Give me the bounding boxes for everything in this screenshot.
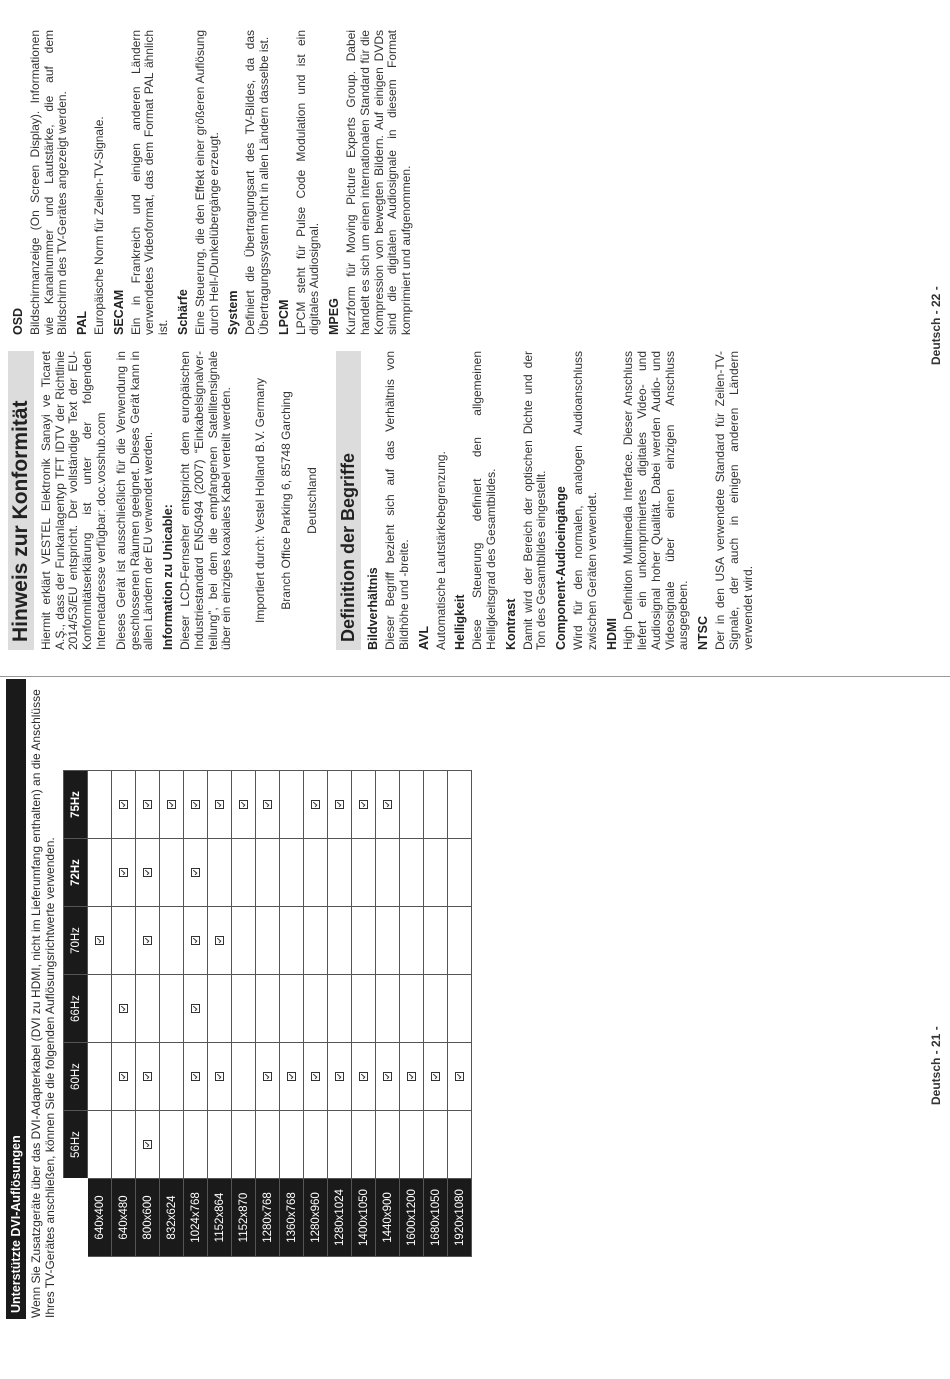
support-cell bbox=[184, 771, 208, 839]
unicable-heading: Information zu Unicable: bbox=[161, 504, 176, 650]
support-cell bbox=[160, 771, 184, 839]
support-cell bbox=[304, 1111, 328, 1179]
support-cell bbox=[280, 975, 304, 1043]
checkbox-checked-icon bbox=[383, 800, 392, 809]
support-cell bbox=[112, 975, 136, 1043]
support-cell bbox=[136, 839, 160, 907]
support-cell bbox=[328, 1111, 352, 1179]
importer-line: Importiert durch: Vestel Holland B.V. Germany bbox=[253, 378, 268, 624]
support-cell bbox=[136, 1043, 160, 1111]
table-row bbox=[352, 771, 376, 1257]
support-cell bbox=[256, 771, 280, 839]
checkbox-checked-icon bbox=[263, 1072, 272, 1081]
conformity-title: Hinweis zur Konformität bbox=[8, 351, 34, 650]
support-cell bbox=[304, 771, 328, 839]
conformity-paragraph: Hiermit erklärt VESTEL Elektronik Sanayi ve Ticaret A.Ş., dass der Funkanlagentyp TFT IDTV der Richtlinie 2014/53/EU entspricht. Der vollständige Text der EU-Konformitätserklärung ist unter der folgenden Internetadresse verfügbar: doc.vosshub.com bbox=[38, 351, 108, 650]
checkbox-checked-icon bbox=[383, 1072, 392, 1081]
checkbox-checked-icon bbox=[191, 1072, 200, 1081]
support-cell bbox=[304, 975, 328, 1043]
checkbox-checked-icon bbox=[143, 868, 152, 877]
page22-column-left bbox=[8, 351, 761, 650]
resolution-label: 832x624 bbox=[160, 1179, 184, 1257]
support-cell bbox=[208, 907, 232, 975]
dvi-title: Unterstützte DVI-Auflösungen bbox=[6, 679, 26, 1319]
checkbox-checked-icon bbox=[311, 800, 320, 809]
support-cell bbox=[208, 1111, 232, 1179]
support-cell bbox=[400, 907, 424, 975]
definition-text: Definiert die Übertragungsart des TV-Bildes, da das Übertragungssystem nicht in allen Ländern dasselbe ist. bbox=[243, 30, 271, 335]
checkbox-checked-icon bbox=[335, 1072, 344, 1081]
resolution-label: 1400x1050 bbox=[352, 1179, 376, 1257]
support-cell bbox=[136, 1111, 160, 1179]
page-number-22: Deutsch - 22 - bbox=[929, 286, 943, 365]
resolution-label: 1280x768 bbox=[256, 1179, 280, 1257]
support-cell bbox=[376, 975, 400, 1043]
resolution-label: 1600x1200 bbox=[400, 1179, 424, 1257]
support-cell bbox=[448, 975, 472, 1043]
resolution-label: 1024x768 bbox=[184, 1179, 208, 1257]
checkbox-checked-icon bbox=[455, 1072, 464, 1081]
definition-term: Schärfe bbox=[175, 289, 190, 335]
support-cell bbox=[88, 771, 112, 839]
checkbox-checked-icon bbox=[359, 1072, 368, 1081]
dvi-section bbox=[6, 679, 472, 1319]
checkbox-checked-icon bbox=[119, 1004, 128, 1013]
definition-text: Eine Steuerung, die den Effekt einer größeren Auflösung durch Hell-/Dunkelübergänge erzeugt. bbox=[192, 30, 221, 335]
checkbox-checked-icon bbox=[143, 1072, 152, 1081]
definition-text: High Definition Multimedia Interface. Dieser Anschluss liefert ein unkomprimiertes digitales Video- und Audiosignal hoher Qualität. Dabei werden Audio- und Videosignale über einen einzigen Anschluss ausgegeben. bbox=[621, 351, 691, 650]
support-cell bbox=[424, 975, 448, 1043]
support-cell bbox=[256, 839, 280, 907]
support-cell bbox=[400, 975, 424, 1043]
definitions-title: Definition der Begriffe bbox=[336, 351, 362, 650]
support-cell bbox=[232, 1111, 256, 1179]
support-cell bbox=[328, 907, 352, 975]
checkbox-checked-icon bbox=[191, 868, 200, 877]
definition-text: Automatische Lautstärkebegrenzung. bbox=[433, 451, 448, 650]
support-cell bbox=[376, 907, 400, 975]
definitions-list-left bbox=[367, 351, 755, 650]
table-body bbox=[88, 771, 472, 1257]
checkbox-checked-icon bbox=[119, 800, 128, 809]
support-cell bbox=[424, 771, 448, 839]
checkbox-checked-icon bbox=[239, 800, 248, 809]
checkbox-checked-icon bbox=[215, 1072, 224, 1081]
table-row bbox=[328, 771, 352, 1257]
support-cell bbox=[448, 1111, 472, 1179]
table-row bbox=[400, 771, 424, 1257]
checkbox-checked-icon bbox=[143, 1140, 152, 1149]
resolution-label: 640x400 bbox=[88, 1179, 112, 1257]
support-cell bbox=[88, 839, 112, 907]
support-cell bbox=[352, 975, 376, 1043]
col-header: 75Hz bbox=[64, 771, 88, 839]
checkbox-checked-icon bbox=[191, 936, 200, 945]
checkbox-checked-icon bbox=[143, 936, 152, 945]
support-cell bbox=[352, 907, 376, 975]
support-cell bbox=[112, 907, 136, 975]
support-cell bbox=[184, 1043, 208, 1111]
support-cell bbox=[232, 907, 256, 975]
support-cell bbox=[160, 1111, 184, 1179]
definition-text: Diese Steuerung definiert den allgemeinen Helligkeitsgrad des Gesamtbildes. bbox=[470, 351, 498, 650]
support-cell bbox=[280, 839, 304, 907]
table-row bbox=[280, 771, 304, 1257]
support-cell bbox=[256, 1111, 280, 1179]
support-cell bbox=[448, 839, 472, 907]
support-cell bbox=[352, 1111, 376, 1179]
table-row bbox=[136, 771, 160, 1257]
definition-term: Helligkeit bbox=[453, 594, 468, 650]
table-row bbox=[232, 771, 256, 1257]
support-cell bbox=[208, 1043, 232, 1111]
definition-text: Ein in Frankreich und einigen anderen Ländern verwendetes Videoformat, das dem Format PAL ähnlich ist. bbox=[128, 30, 171, 335]
conformity-paragraph: Dieses Gerät ist ausschließlich für die Verwendung in geschlossenen Räumen geeignet. Dieses Gerät kann in allen Ländern der EU verwendet werden. bbox=[113, 351, 156, 650]
checkbox-checked-icon bbox=[119, 868, 128, 877]
col-header: 56Hz bbox=[64, 1111, 88, 1179]
support-cell bbox=[232, 839, 256, 907]
support-cell bbox=[328, 839, 352, 907]
resolution-label: 640x480 bbox=[112, 1179, 136, 1257]
definition-text: LPCM steht für Pulse Code Modulation und ist ein digitales Audiosignal. bbox=[293, 30, 322, 335]
dvi-resolution-table bbox=[63, 770, 472, 1257]
definition-term: HDMI bbox=[604, 618, 619, 650]
support-cell bbox=[232, 771, 256, 839]
support-cell bbox=[280, 771, 304, 839]
support-cell bbox=[112, 839, 136, 907]
dvi-intro: Wenn Sie Zusatzgeräte über das DVI-Adapterkabel (DVI zu HDMI, nicht im Lieferumfang enthalten) an die Anschlüsse Ihres TV-Gerätes anschließen, können Sie die folgenden Auflösungsrichtwerte verwenden. bbox=[29, 689, 57, 1318]
col-header: 66Hz bbox=[64, 975, 88, 1043]
resolution-label: 1152x870 bbox=[232, 1179, 256, 1257]
support-cell bbox=[88, 1111, 112, 1179]
definition-text: Der in den USA verwendete Standard für Zeilen-TV-Signale, der auch in einigen anderen Ländern verwendet wird. bbox=[713, 351, 755, 650]
checkbox-checked-icon bbox=[431, 1072, 440, 1081]
support-cell bbox=[112, 1043, 136, 1111]
support-cell bbox=[376, 771, 400, 839]
support-cell bbox=[424, 839, 448, 907]
support-cell bbox=[160, 1043, 184, 1111]
table-row bbox=[160, 771, 184, 1257]
definition-text: Kurzform für Moving Picture Experts Group. Dabei handelt es sich um einen internationalen Standard für die Kompression von bewegten Bildern. Auf einigen DVDs sind die digitalen Audiosignale in diesem Format komprimiert und aufgenommen. bbox=[343, 30, 414, 335]
support-cell bbox=[184, 975, 208, 1043]
resolution-label: 1360x768 bbox=[280, 1179, 304, 1257]
definition-term: OSD bbox=[11, 307, 25, 335]
checkbox-checked-icon bbox=[215, 800, 224, 809]
definition-text: Dieser Begriff bezieht sich auf das Verhältnis von Bildhöhe und -breite. bbox=[383, 351, 411, 650]
support-cell bbox=[328, 771, 352, 839]
table-corner bbox=[64, 1179, 88, 1257]
definition-term: Component-Audioeingänge bbox=[554, 486, 569, 650]
support-cell bbox=[352, 1043, 376, 1111]
importer-line: Deutschland bbox=[304, 467, 319, 534]
support-cell bbox=[376, 1111, 400, 1179]
support-cell bbox=[184, 839, 208, 907]
support-cell bbox=[448, 907, 472, 975]
support-cell bbox=[280, 1043, 304, 1111]
table-row bbox=[256, 771, 280, 1257]
definition-text: Bildschirmanzeige (On Screen Display). Informationen wie Kanalnummer und Lautstärke, die auf dem Bildschirm des TV-Gerätes angezeigt werden. bbox=[27, 30, 70, 335]
checkbox-checked-icon bbox=[335, 800, 344, 809]
definition-term: SECAM bbox=[111, 289, 126, 335]
definition-text: Damit wird der Bereich der optischen Dichte und der Ton des Gesamtbildes eingestellt. bbox=[520, 351, 549, 650]
table-row bbox=[304, 771, 328, 1257]
checkbox-checked-icon bbox=[191, 1004, 200, 1013]
definition-term: PAL bbox=[75, 310, 90, 335]
support-cell bbox=[448, 771, 472, 839]
table-row bbox=[184, 771, 208, 1257]
support-cell bbox=[208, 771, 232, 839]
table-row bbox=[88, 771, 112, 1257]
support-cell bbox=[400, 771, 424, 839]
support-cell bbox=[136, 975, 160, 1043]
support-cell bbox=[184, 907, 208, 975]
support-cell bbox=[160, 839, 184, 907]
definition-term: Kontrast bbox=[503, 598, 518, 650]
definition-term: NTSC bbox=[696, 615, 711, 650]
support-cell bbox=[304, 907, 328, 975]
support-cell bbox=[328, 975, 352, 1043]
resolution-label: 1440x900 bbox=[376, 1179, 400, 1257]
checkbox-checked-icon bbox=[143, 800, 152, 809]
table-row bbox=[208, 771, 232, 1257]
resolution-label: 1280x960 bbox=[304, 1179, 328, 1257]
resolution-label: 1680x1050 bbox=[424, 1179, 448, 1257]
support-cell bbox=[376, 839, 400, 907]
support-cell bbox=[424, 1111, 448, 1179]
checkbox-checked-icon bbox=[287, 1072, 296, 1081]
support-cell bbox=[352, 771, 376, 839]
support-cell bbox=[424, 907, 448, 975]
support-cell bbox=[136, 771, 160, 839]
checkbox-checked-icon bbox=[407, 1072, 416, 1081]
support-cell bbox=[208, 975, 232, 1043]
support-cell bbox=[232, 1043, 256, 1111]
support-cell bbox=[280, 907, 304, 975]
support-cell bbox=[376, 1043, 400, 1111]
support-cell bbox=[400, 1043, 424, 1111]
checkbox-checked-icon bbox=[359, 800, 368, 809]
checkbox-checked-icon bbox=[263, 800, 272, 809]
checkbox-checked-icon bbox=[191, 800, 200, 809]
table-row bbox=[376, 771, 400, 1257]
support-cell bbox=[280, 1111, 304, 1179]
support-cell bbox=[328, 1043, 352, 1111]
unicable-paragraph: Dieser LCD-Fernseher entspricht dem europäischen Industriestandard EN50494 (2007) “Einkabelsignalver-teilung”, bei dem die empfangenen Satellitensignale über ein einziges koaxiales Kabel verteilt werden. bbox=[177, 351, 234, 650]
definition-term: Bildverhältnis bbox=[366, 567, 381, 650]
table-row bbox=[112, 771, 136, 1257]
resolution-label: 1920x1080 bbox=[448, 1179, 472, 1257]
support-cell bbox=[304, 839, 328, 907]
support-cell bbox=[112, 1111, 136, 1179]
support-cell bbox=[256, 907, 280, 975]
support-cell bbox=[256, 1043, 280, 1111]
checkbox-checked-icon bbox=[215, 936, 224, 945]
page22-column-right bbox=[8, 30, 420, 335]
support-cell bbox=[88, 907, 112, 975]
support-cell bbox=[112, 771, 136, 839]
definition-term: MPEG bbox=[327, 298, 342, 335]
definitions-list-right bbox=[12, 30, 414, 335]
table-row bbox=[424, 771, 448, 1257]
support-cell bbox=[136, 907, 160, 975]
support-cell bbox=[352, 839, 376, 907]
definition-text: Europäische Norm für Zeilen-TV-Signale. bbox=[91, 116, 106, 335]
support-cell bbox=[208, 839, 232, 907]
support-cell bbox=[184, 1111, 208, 1179]
checkbox-checked-icon bbox=[167, 800, 176, 809]
col-header: 60Hz bbox=[64, 1043, 88, 1111]
table-row bbox=[448, 771, 472, 1257]
resolution-label: 800x600 bbox=[136, 1179, 160, 1257]
support-cell bbox=[400, 1111, 424, 1179]
support-cell bbox=[304, 1043, 328, 1111]
support-cell bbox=[88, 975, 112, 1043]
page-divider bbox=[0, 676, 950, 677]
support-cell bbox=[232, 975, 256, 1043]
resolution-label: 1152x864 bbox=[208, 1179, 232, 1257]
col-header: 72Hz bbox=[64, 839, 88, 907]
definition-term: AVL bbox=[416, 625, 431, 650]
support-cell bbox=[400, 839, 424, 907]
support-cell bbox=[256, 975, 280, 1043]
support-cell bbox=[160, 907, 184, 975]
definition-term: System bbox=[226, 290, 241, 335]
definition-term: LPCM bbox=[276, 299, 291, 335]
support-cell bbox=[424, 1043, 448, 1111]
checkbox-checked-icon bbox=[119, 1072, 128, 1081]
col-header: 70Hz bbox=[64, 907, 88, 975]
importer-line: Branch Office Parking 6, 85748 Garching bbox=[278, 391, 293, 610]
checkbox-checked-icon bbox=[95, 936, 104, 945]
page-number-21: Deutsch - 21 - bbox=[929, 1026, 943, 1105]
support-cell bbox=[448, 1043, 472, 1111]
support-cell bbox=[160, 975, 184, 1043]
support-cell bbox=[88, 1043, 112, 1111]
checkbox-checked-icon bbox=[311, 1072, 320, 1081]
resolution-label: 1280x1024 bbox=[328, 1179, 352, 1257]
definition-text: Wird für den normalen, analogen Audioanschluss zwischen Geräten verwendet. bbox=[570, 351, 599, 650]
